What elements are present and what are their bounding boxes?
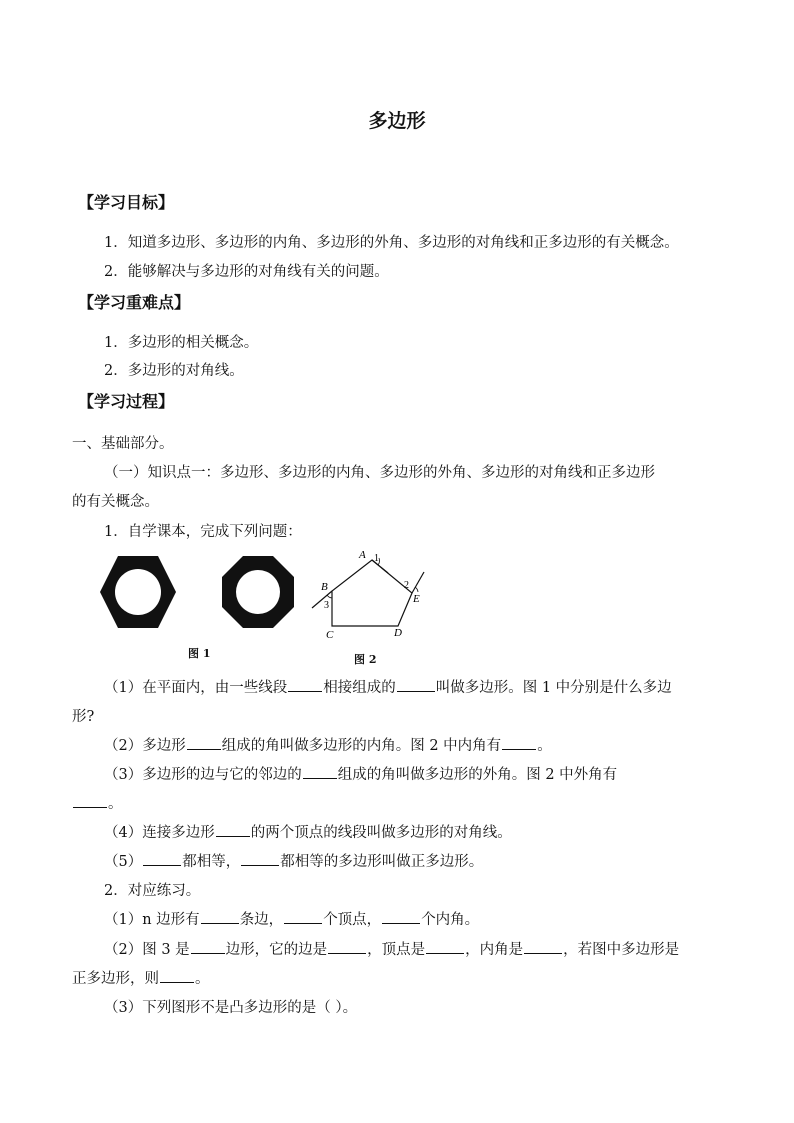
section-heading-goals: 【学习目标】 — [78, 193, 175, 212]
answer-blank[interactable] — [382, 909, 420, 924]
pentagon-exterior-angle-figure — [308, 546, 438, 646]
practice-1 — [104, 908, 479, 929]
figure-1-caption: 图 1 — [188, 647, 211, 660]
answer-blank[interactable] — [160, 968, 194, 983]
p2-text-a: （2）图 3 是 — [104, 942, 190, 958]
answer-blank[interactable] — [73, 793, 107, 808]
knowledge-point-1-line-2: 的有关概念。 — [72, 494, 159, 510]
p1-text-d: 个内角。 — [421, 912, 480, 928]
section-heading-process: 【学习过程】 — [78, 392, 175, 411]
q3-text-b: 组成的角叫做多边形的外角。图 2 中外角有 — [337, 767, 618, 783]
knowledge-point-1-line-1: （一）知识点一：多边形、多边形的内角、多边形的外角、多边形的对角线和正多边形 — [104, 465, 655, 481]
vertex-label-e: E — [413, 593, 420, 605]
vertex-label-d: D — [394, 627, 402, 639]
question-3-line-1 — [104, 763, 617, 784]
answer-blank[interactable] — [328, 939, 366, 954]
p1-text-b: 条边， — [239, 912, 284, 928]
q2-text-c: 。 — [537, 738, 552, 754]
p2-text-d: ，内角是 — [465, 942, 524, 958]
question-2 — [104, 734, 552, 755]
p2-text-e: ，若图中多边形是 — [563, 942, 680, 958]
answer-blank[interactable] — [241, 851, 279, 866]
angle-label-2: 2 — [404, 580, 409, 591]
q1-text-a: （1）在平面内，由一些线段 — [104, 680, 288, 696]
p2-text-b: 边形，它的边是 — [225, 942, 328, 958]
q3-text-a: （3）多边形的边与它的邻边的 — [104, 767, 302, 783]
question-1-line-1 — [104, 676, 672, 697]
q4-text-b: 的两个顶点的线段叫做多边形的对角线。 — [250, 825, 512, 841]
q4-text-a: （4）连接多边形 — [104, 825, 215, 841]
angle-label-3: 3 — [324, 600, 329, 611]
part-1-heading: 一、基础部分。 — [72, 436, 174, 452]
p2-text-c: ，顶点是 — [367, 942, 426, 958]
answer-blank[interactable] — [216, 822, 250, 837]
octagon-ring-figure — [220, 554, 296, 630]
answer-blank[interactable] — [201, 909, 239, 924]
answer-blank[interactable] — [303, 764, 337, 779]
step-1-instruction: 1．自学课本，完成下列问题： — [104, 524, 302, 540]
p1-text-a: （1）n 边形有 — [104, 912, 200, 928]
goal-1: 1．知道多边形、多边形的内角、多边形的外角、多边形的对角线和正多边形的有关概念。 — [104, 235, 679, 251]
step-2-instruction: 2．对应练习。 — [104, 883, 201, 899]
q5-text-b: 都相等， — [182, 854, 241, 870]
hexagon-ring-figure — [98, 554, 178, 630]
q5-text-c: 都相等的多边形叫做正多边形。 — [280, 854, 484, 870]
angle-label-1: 1 — [374, 553, 379, 564]
p1-text-c: 个顶点， — [323, 912, 382, 928]
answer-blank[interactable] — [502, 735, 536, 750]
practice-2-line-2 — [72, 967, 210, 988]
practice-2-line-1 — [104, 938, 679, 959]
vertex-label-a: A — [359, 549, 366, 561]
key-point-2: 2．多边形的对角线。 — [104, 363, 244, 379]
figure-2-caption: 图 2 — [354, 653, 377, 666]
page-title: 多边形 — [368, 110, 426, 132]
answer-blank[interactable] — [288, 677, 322, 692]
answer-blank[interactable] — [524, 939, 562, 954]
goal-2: 2．能够解决与多边形的对角线有关的问题。 — [104, 264, 389, 280]
q1-text-c: 叫做多边形。图 1 中分别是什么多边 — [435, 680, 672, 696]
q5-text-a: （5） — [104, 854, 143, 870]
answer-blank[interactable] — [426, 939, 464, 954]
key-point-1: 1．多边形的相关概念。 — [104, 335, 259, 351]
q1-text-b: 相接组成的 — [323, 680, 396, 696]
answer-blank[interactable] — [143, 851, 181, 866]
question-5 — [104, 850, 483, 871]
answer-blank[interactable] — [191, 939, 225, 954]
q2-text-a: （2）多边形 — [104, 738, 186, 754]
q3-text-c: 。 — [108, 796, 123, 812]
question-1-line-2: 形? — [72, 709, 95, 725]
answer-blank[interactable] — [397, 677, 435, 692]
vertex-label-b: B — [321, 581, 328, 593]
answer-blank[interactable] — [187, 735, 221, 750]
question-4 — [104, 821, 512, 842]
p2-text-g: 。 — [195, 971, 210, 987]
question-3-line-2 — [72, 792, 123, 813]
p2-text-f: 正多边形，则 — [72, 971, 159, 987]
practice-3: （3）下列图形不是凸多边形的是（ ）。 — [104, 1000, 358, 1016]
vertex-label-c: C — [326, 629, 334, 641]
section-heading-key-points: 【学习重难点】 — [78, 293, 191, 312]
q2-text-b: 组成的角叫做多边形的内角。图 2 中内角有 — [221, 738, 502, 754]
answer-blank[interactable] — [284, 909, 322, 924]
